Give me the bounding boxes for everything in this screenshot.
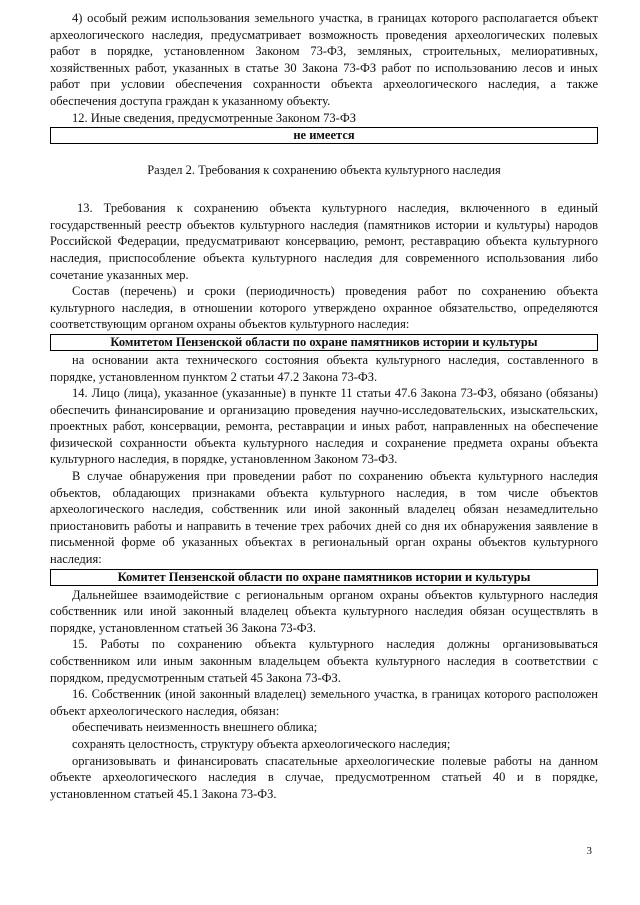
paragraph-13: 13. Требования к сохранению объекта культурного наследия, включенного в единый государственный реестр объектов культурного наследия (памятников истории и культуры) народов Российской Федерации, предусматривают консервацию, ремонт, реставрацию объекта культурного наследия, приспособление объекта культурного наследия для современного использования либо сочетание указанных мер. [50,201,598,282]
document-page [50,10,598,802]
committee-box-1: Комитетом Пензенской области по охране памятников истории и культуры [50,334,598,351]
committee-box-2: Комитет Пензенской области по охране памятников истории и культуры [50,569,598,586]
section-2-title: Раздел 2. Требования к сохранению объекта культурного наследия [147,163,501,178]
paragraph-discovery: В случае обнаружения при проведении работ по сохранению объекта культурного наследия объектов, обладающих признаками объекта культурного наследия, в том числе объектов археологического наследия, собственник или иной законный владелец обязан незамедлительно приостановить работы и направить в течение трех рабочих дней со дня их обнаружения заявление в письменной форме об указанных объектах в региональный орган охраны объектов культурного наследия: [50,469,598,567]
paragraph-16: 16. Собственник (иной законный владелец) земельного участка, в границах которого расположен объект археологического наследия, обязан: [50,687,598,718]
paragraph-basis: на основании акта технического состояния объекта культурного наследия, составленного в порядке, установленном пунктом 2 статьи 47.2 Закона 73-ФЗ. [50,352,598,384]
paragraph-14: 14. Лицо (лица), указанное (указанные) в пункте 11 статьи 47.6 Закона 73-ФЗ, обязано (обязаны) обеспечить финансирование и организацию проведения научно-исследовательских, изыскательских, проектных работ, консервации, ремонта, реставрации и иных работ, направленных на обеспечение физической сохранности объекта культурного наследия и сохранение предмета охраны объекта культурного наследия, в порядке, установленном Законом 73-ФЗ. [50,386,598,467]
other-info-box: не имеется [50,127,598,144]
paragraph-16-b: сохранять целостность, структуру объекта археологического наследия; [72,736,451,751]
page-number: 3 [586,845,592,857]
paragraph-16-a: обеспечивать неизменность внешнего облика; [72,720,318,735]
paragraph-12: 12. Иные сведения, предусмотренные Законом 73-ФЗ [72,110,356,125]
paragraph-4: 4) особый режим использования земельного участка, в границах которого располагается объект археологического наследия, предусматривает возможность проведения археологических полевых работ в порядке, установленном Законом 73-ФЗ, земляных, строительных, мелиоративных, хозяйственных работ, указанных в статье 30 Закона 73-ФЗ работ по использованию лесов и иных работ при условии обеспечения сохранности объекта археологического наследия, а также обеспечения доступа граждан к указанному объекту. [50,11,598,108]
paragraph-16-c: организовывать и финансировать спасательные археологические полевые работы на данном объекте археологического наследия в случае, предусмотренном статьей 40 и в порядке, установленном статьей 45.1 Закона 73-ФЗ. [50,753,598,801]
paragraph-composition: Состав (перечень) и сроки (периодичность) проведения работ по сохранению объекта культурного наследия, в отношении которого утверждено охранное обязательство, определяются соответствующим органом охраны объектов культурного наследия: [50,284,598,332]
paragraph-further: Дальнейшее взаимодействие с региональным органом охраны объектов культурного наследия собственник или иной законный владелец объекта культурного наследия обязан осуществлять в порядке, установленном статьей 36 Закона 73-ФЗ. [50,587,598,635]
paragraph-15: 15. Работы по сохранению объекта культурного наследия должны организовываться собственником или иным законным владельцем объекта культурного наследия в соответствии с порядком, предусмотренным статьей 45 Закона 73-ФЗ. [50,637,598,685]
